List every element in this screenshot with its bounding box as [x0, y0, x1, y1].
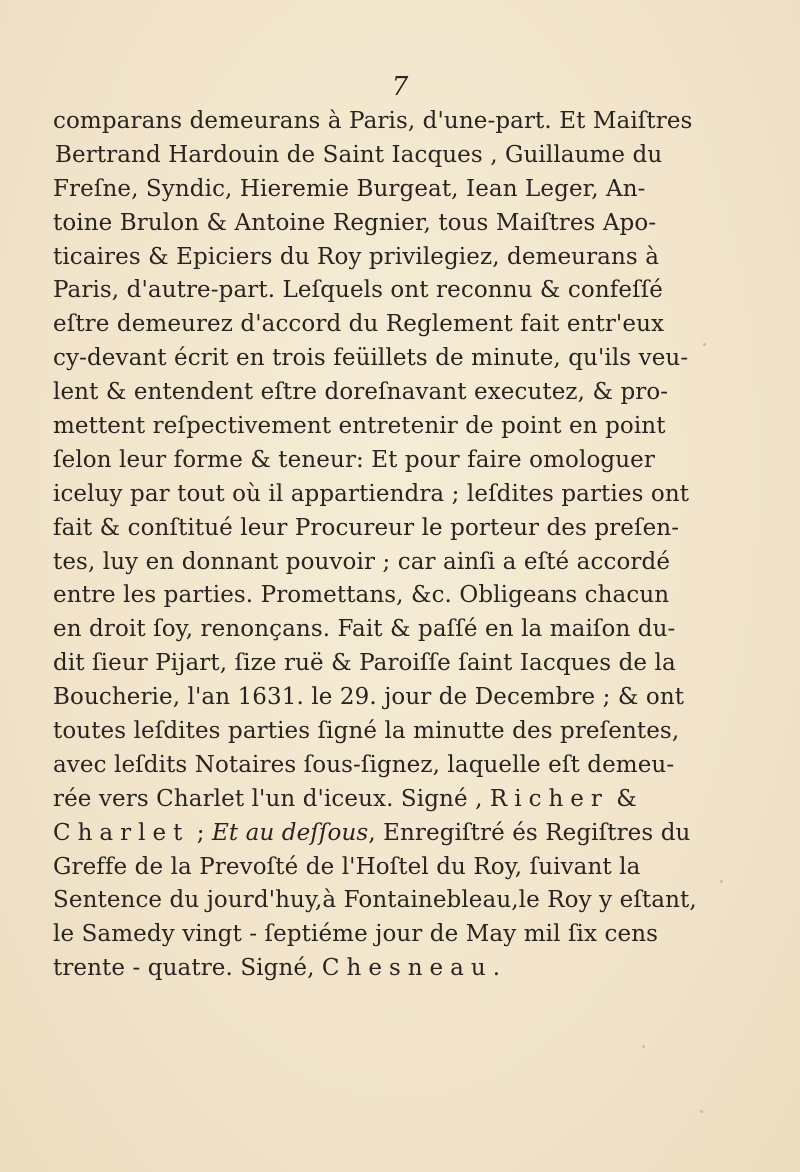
- signature-chesneau: Chesneau: [321, 955, 493, 982]
- text-line-22: [53, 817, 753, 851]
- text-line-14: tes, luy en donnant pouvoir ; car ainſi a eſté accordé: [53, 548, 671, 575]
- text-line-4: toine Brulon & Antoine Regnier, tous Maiſtres Apo-: [53, 209, 657, 236]
- text-line-22-rest: , Enregiſtré és Regiſtres du: [368, 819, 691, 846]
- paper-speck: [642, 1045, 645, 1048]
- italic-phrase: Et au deſſous: [212, 819, 369, 846]
- text-line-18: Boucherie, l'an 1631. le 29. jour de Decembre ; & ont: [53, 684, 685, 711]
- text-line-26: [53, 952, 753, 986]
- text-line-6: Paris, d'autre-part. Leſquels ont reconnu & confeſſé: [53, 277, 664, 304]
- text-line-16: en droit ſoy, renonçans. Fait & paſſé en la maiſon du-: [53, 616, 676, 643]
- text-line-1: comparans demeurans à Paris, d'une-part. Et Maiſtres: [53, 108, 693, 134]
- text-line-3: Freſne, Syndic, Hieremie Burgeat, Iean Leger, An-: [53, 175, 646, 202]
- paper-speck: [703, 343, 706, 346]
- separator: ;: [189, 819, 212, 846]
- ampersand: &: [608, 785, 637, 812]
- text-line-19: toutes leſdites parties ſigné la minutte des preſentes,: [53, 718, 680, 745]
- text-line-26-end: .: [492, 955, 501, 982]
- text-line-7: eſtre demeurez d'accord du Reglement fait entr'eux: [53, 311, 665, 338]
- paper-speck: [700, 1110, 703, 1113]
- paper-speck: [720, 880, 723, 883]
- text-line-21: [53, 783, 753, 817]
- page-number: 7: [391, 72, 409, 102]
- text-line-25: le Samedy vingt - ſeptiéme jour de May mil ſix cens: [53, 921, 659, 948]
- text-line-12: iceluy par tout où il appartiendra ; leſdites parties ont: [53, 480, 690, 507]
- text-line-11: ſelon leur forme & teneur: Et pour faire omologuer: [53, 446, 655, 473]
- text-line-21-body: rée vers Charlet l'un d'iceux. Signé ,: [53, 785, 490, 812]
- text-line-9: lent & entendent eſtre doreſnavant executez, & pro-: [53, 379, 669, 406]
- text-line-24: Sentence du jourd'huy,à Fontainebleau,le Roy y eſtant,: [53, 887, 697, 914]
- text-line-17: dit ſieur Pijart, ſize ruë & Paroiſſe ſaint Iacques de la: [53, 650, 676, 677]
- text-line-10: mettent reſpectivement entretenir de point en point: [53, 413, 666, 440]
- text-line-5: ticaires & Epiciers du Roy privilegiez, demeurans à: [53, 243, 660, 270]
- signature-richer: Richer: [489, 785, 609, 812]
- text-line-2: Bertrand Hardouin de Saint Iacques , Guillaume du: [55, 141, 663, 168]
- text-line-20: avec leſdits Notaires ſous-ſignez, laquelle eſt demeu-: [53, 751, 675, 778]
- text-line-15: entre les parties. Promettans, &c. Obligeans chacun: [53, 582, 670, 609]
- text-line-23: Greffe de la Prevoſté de l'Hoſtel du Roy, ſuivant la: [53, 853, 641, 880]
- body-text: [53, 105, 753, 986]
- text-line-13: fait & conſtitué leur Procureur le porteur des preſen-: [53, 514, 680, 541]
- name-charlet: Charlet: [53, 819, 190, 846]
- text-line-8: cy-devant écrit en trois feüillets de minute, qu'ils veu-: [53, 345, 689, 372]
- text-line-26-start: trente - quatre. Signé,: [53, 955, 322, 982]
